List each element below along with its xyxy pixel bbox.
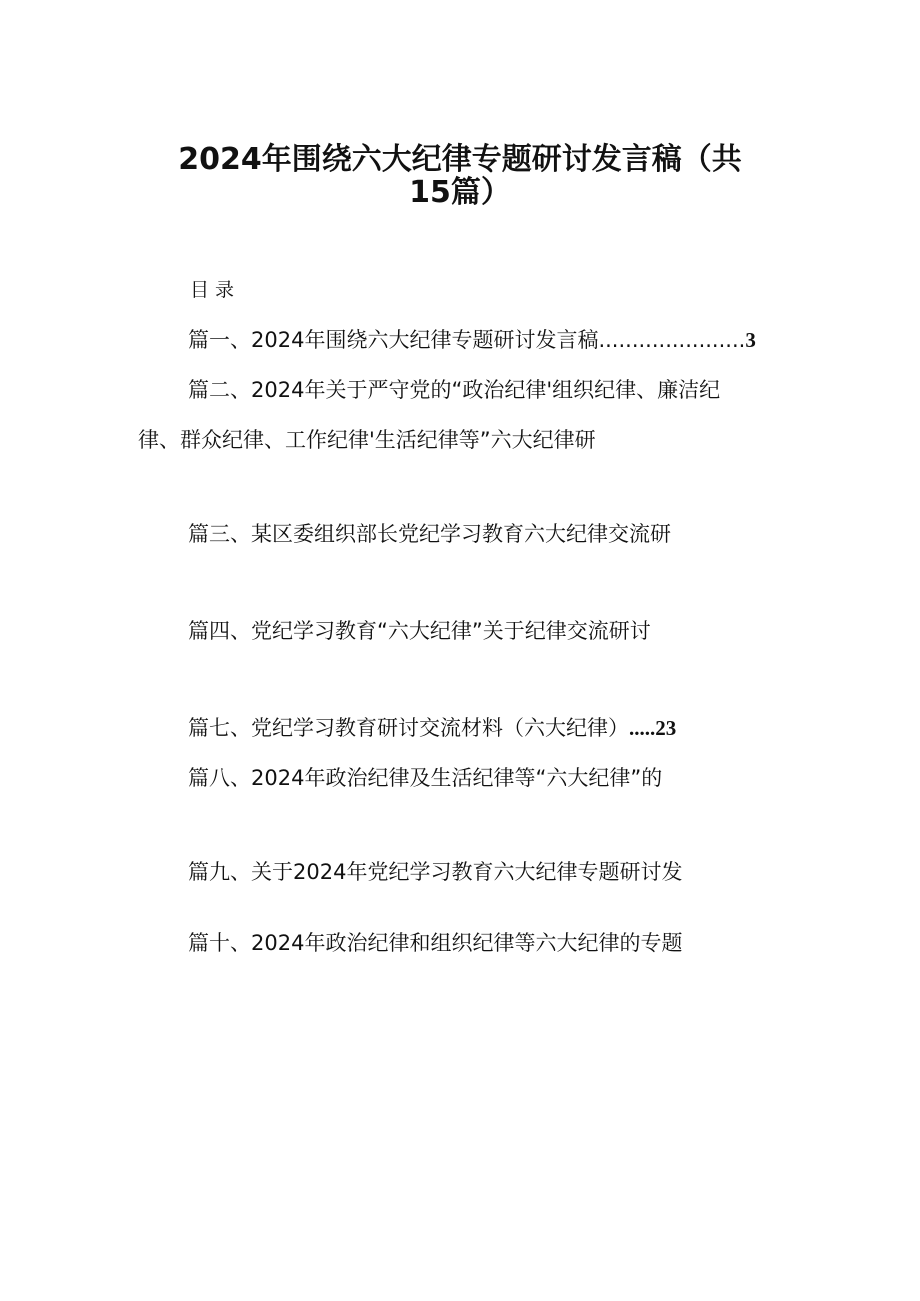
document-title-line-2: 15篇） [409,175,511,210]
toc-entry-page: 3 [745,328,756,352]
toc-entry-1[interactable] [188,326,756,354]
toc-entry-text: 篇一、2024年围绕六大纪律专题研讨发言稿 [188,328,599,352]
toc-entry-3[interactable] [188,520,671,548]
toc-entry-text: 篇四、党纪学习教育“六大纪律”关于纪律交流研讨 [188,619,651,643]
toc-entry-2[interactable] [188,376,720,404]
toc-entry-text: 篇三、某区委组织部长党纪学习教育六大纪律交流研 [188,522,671,546]
toc-entry-page: 23 [655,716,677,740]
toc-entry-4[interactable] [188,617,651,645]
toc-entry-text: 律、群众纪律、工作纪律'生活纪律等”六大纪律研 [138,428,596,452]
toc-entry-10[interactable] [188,929,682,957]
toc-entry-leader: ..... [629,716,656,740]
toc-entry-leader: ...................... [598,328,746,352]
toc-entry-8[interactable] [188,764,662,792]
toc-entry-2-continued[interactable] [138,426,596,454]
toc-entry-text: 篇八、2024年政治纪律及生活纪律等“六大纪律”的 [188,766,663,790]
toc-heading: 目录 [190,279,241,301]
toc-entry-9[interactable] [188,858,682,886]
toc-entry-text: 篇七、党纪学习教育研讨交流材料（六大纪律） [188,716,629,740]
document-title-line-1: 2024年围绕六大纪律专题研讨发言稿（共 [178,142,742,177]
toc-entry-text: 篇十、2024年政治纪律和组织纪律等六大纪律的专题 [188,931,683,955]
toc-entry-text: 篇二、2024年关于严守党的“政治纪律'组织纪律、廉洁纪 [188,378,721,402]
toc-entry-text: 篇九、关于2024年党纪学习教育六大纪律专题研讨发 [188,860,683,884]
toc-entry-7[interactable] [188,714,676,742]
